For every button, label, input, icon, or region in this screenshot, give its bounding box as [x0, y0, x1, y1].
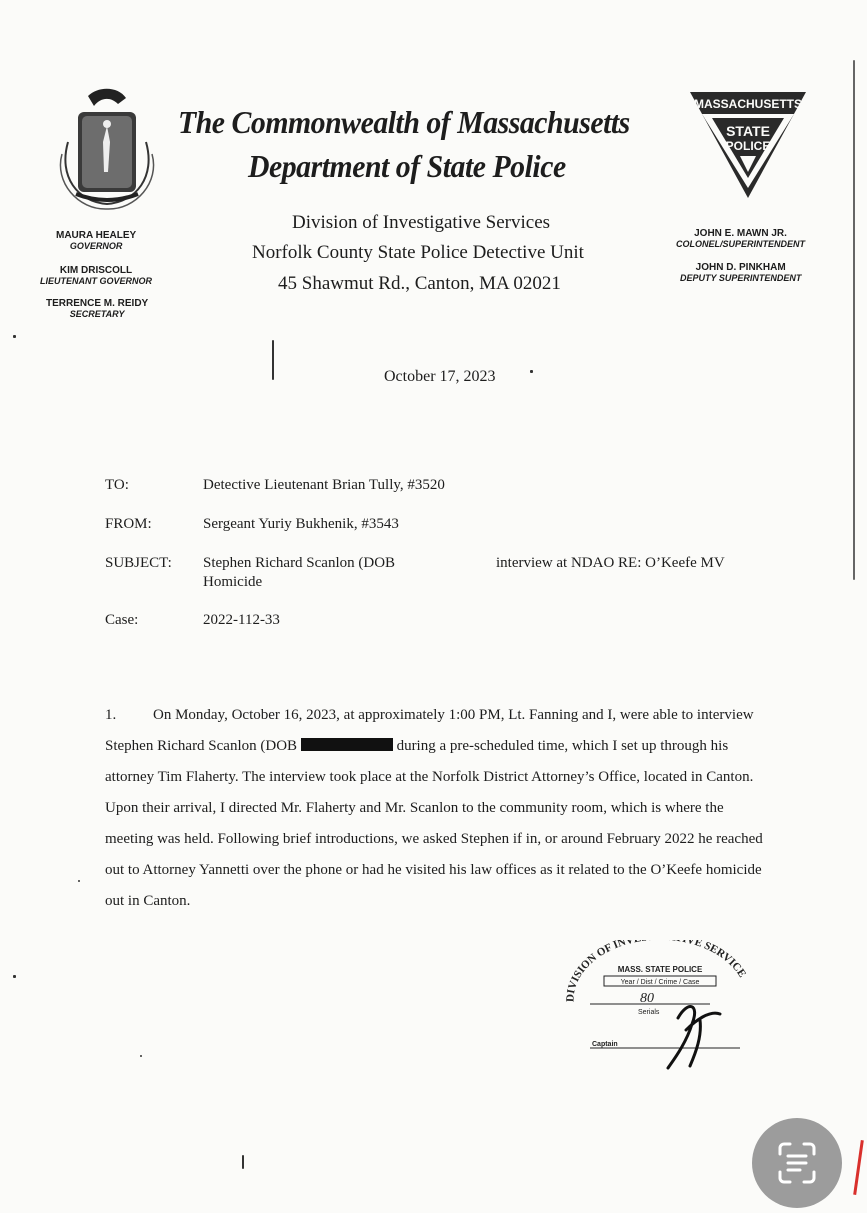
stamp-line1: MASS. STATE POLICE [617, 965, 703, 974]
stamp-captain: Captain [592, 1041, 618, 1048]
badge-line1: STATE [726, 123, 770, 139]
to-value: Detective Lieutenant Brian Tully, #3520 [203, 477, 445, 493]
body-paragraph [105, 700, 765, 917]
official-deputy: JOHN D. PINKHAM DEPUTY SUPERINTENDENT [680, 262, 802, 283]
stamp-serials: Serials [638, 1009, 660, 1016]
official-secretary: TERRENCE M. REIDY SECRETARY [46, 298, 149, 319]
from-label: FROM: [105, 516, 152, 532]
case-value: 2022-112-33 [203, 612, 280, 628]
stamp-number: 80 [640, 991, 654, 1006]
subject-label: SUBJECT: [105, 555, 172, 571]
case-label: Case: [105, 612, 139, 628]
badge-line2: POLICE [725, 139, 771, 153]
official-governor: MAURA HEALEY GOVERNOR [56, 230, 137, 251]
edge-mark [853, 1140, 864, 1195]
to-label: TO: [105, 477, 129, 493]
from-value: Sergeant Yuriy Bukhenik, #3543 [203, 516, 399, 532]
unit-line: Norfolk County State Police Detective Unit [252, 242, 584, 263]
live-text-button[interactable] [752, 1118, 842, 1208]
redaction-bar [301, 738, 393, 751]
text-scan-icon [752, 1118, 842, 1208]
address-line: 45 Shawmut Rd., Canton, MA 02021 [278, 273, 561, 294]
stamp-arc-text: DIVISION OF INV VE SERVICE [564, 940, 749, 1003]
subject-value-part1: Stephen Richard Scanlon (DOB [203, 555, 396, 571]
signature-mark [668, 1007, 720, 1068]
paragraph-text-before: On Monday, October 16, 2023, at approximately 1:00 PM, Lt. Fanning and I, were able to interview Stephen Richard Scanlon (DOB [105, 707, 754, 754]
commonwealth-seal [48, 82, 166, 212]
page-subtitle: Department of State Police [248, 148, 566, 184]
stamp-line2: Year / Dist / Crime / Case [620, 979, 700, 986]
subject-value-part2: interview at NDAO RE: O’Keefe MV [496, 555, 725, 571]
memo-date: October 17, 2023 [384, 368, 496, 385]
state-police-badge [686, 84, 810, 202]
paragraph-number: 1. [105, 707, 117, 723]
badge-top-text: MASSACHUSETTS [693, 97, 803, 111]
investigative-service-stamp [560, 940, 760, 1070]
subject-value-line2: Homicide [203, 574, 263, 590]
division-line: Division of Investigative Services [292, 212, 551, 233]
official-lieutenant-governor: KIM DRISCOLL LIEUTENANT GOVERNOR [40, 265, 153, 286]
paragraph-text-after: during a pre-scheduled time, which I set up through his attorney Tim Flaherty. The interview took place at the Norfolk District Attorney’s Office, located in Canton. Upon their arrival, I directed Mr. Flaherty and Mr. Scanlon to the community room, which is where the meeting was held. Following brief introductions, we asked Stephen if in, or around February 2022 he reached out to Attorney Yannetti over the phone or had he visited his law offices as it related to the O’Keefe homicide out in Canton. [105, 738, 763, 909]
official-colonel: JOHN E. MAWN JR. COLONEL/SUPERINTENDENT [676, 228, 806, 249]
page-title: The Commonwealth of Massachusetts [178, 104, 630, 140]
